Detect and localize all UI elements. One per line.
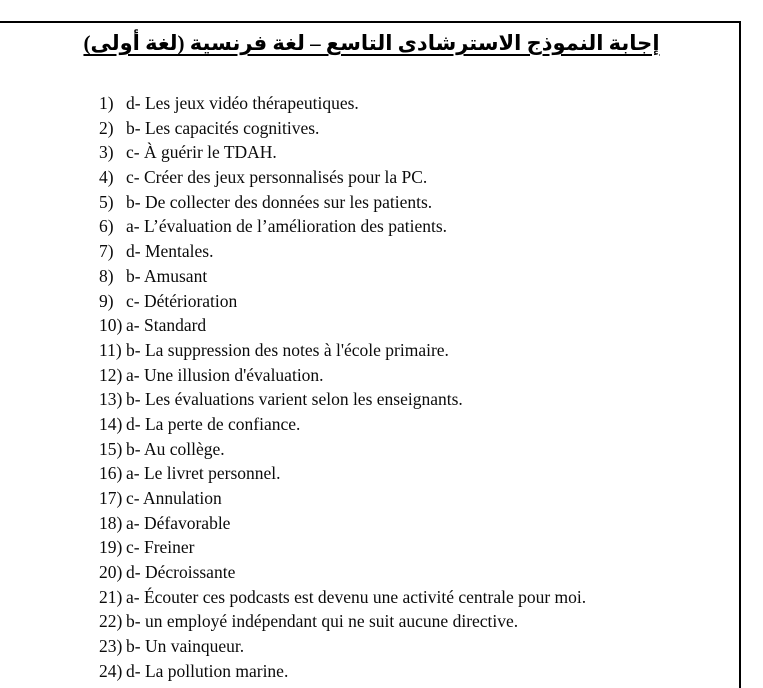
- answer-text: b- Les capacités cognitives.: [126, 117, 320, 138]
- answer-row: [99, 289, 719, 314]
- answer-text: c- À guérir le TDAH.: [126, 142, 277, 163]
- answer-row: [99, 116, 719, 141]
- answer-row: [99, 634, 719, 659]
- answer-row: [99, 313, 719, 338]
- answer-number: 15): [99, 438, 123, 459]
- answer-number: 5): [99, 191, 114, 212]
- answer-text: a- L’évaluation de l’amélioration des patients.: [126, 216, 448, 237]
- answer-number: 19): [99, 537, 123, 558]
- answer-number: 18): [99, 512, 123, 533]
- answer-row: [99, 609, 719, 634]
- answer-text: c- Créer des jeux personnalisés pour la PC.: [126, 167, 428, 188]
- answer-row: [99, 461, 719, 486]
- answer-number: 6): [99, 216, 114, 237]
- answer-number: 7): [99, 241, 114, 262]
- answer-text: c- Freiner: [126, 537, 195, 558]
- answer-text: d- Décroissante: [126, 562, 236, 583]
- answer-number: 4): [99, 167, 114, 188]
- answer-text: d- La pollution marine.: [126, 660, 289, 681]
- answer-number: 10): [99, 315, 123, 336]
- answer-row: [99, 387, 719, 412]
- answer-number: 20): [99, 562, 123, 583]
- answer-text: b- De collecter des données sur les patients.: [126, 191, 433, 212]
- answer-text: b- Un vainqueur.: [126, 636, 245, 657]
- page-title: إجابة النموذج الاسترشادى التاسع – لغة فرنسية (لغة أولى): [83, 31, 660, 55]
- answer-number: 8): [99, 265, 114, 286]
- answer-number: 11): [99, 339, 122, 360]
- answer-row: [99, 190, 719, 215]
- answer-text: d- La perte de confiance.: [126, 413, 301, 434]
- answer-number: 12): [99, 364, 123, 385]
- answer-text: a- Écouter ces podcasts est devenu une activité centrale pour moi.: [126, 586, 587, 607]
- answer-number: 17): [99, 488, 123, 508]
- answer-row: [99, 214, 719, 239]
- answer-row: [99, 412, 719, 437]
- answer-row: [99, 165, 719, 190]
- answer-row: [99, 363, 719, 388]
- answer-row: [99, 140, 719, 165]
- answer-number: 3): [99, 142, 114, 163]
- answer-number: 1): [99, 93, 114, 113]
- answer-text: b- Amusant: [126, 265, 208, 286]
- answer-number: 16): [99, 463, 123, 484]
- answer-text: a- Une illusion d'évaluation.: [126, 364, 324, 385]
- answer-text: b- La suppression des notes à l'école primaire.: [126, 339, 449, 360]
- answer-number: 21): [99, 586, 123, 607]
- answer-number: 23): [99, 636, 123, 657]
- answer-row: [99, 659, 719, 684]
- answer-number: 13): [99, 389, 123, 410]
- answer-text: c- Détérioration: [126, 290, 238, 311]
- answer-text: d- Les jeux vidéo thérapeutiques.: [126, 93, 359, 113]
- answer-number: 9): [99, 290, 114, 311]
- answer-row: [99, 437, 719, 462]
- answer-row: [99, 91, 719, 116]
- answer-list: [99, 91, 719, 684]
- answer-text: a- Le livret personnel.: [126, 463, 281, 484]
- answer-number: 22): [99, 611, 123, 632]
- answer-text: b- un employé indépendant qui ne suit aucune directive.: [126, 611, 519, 632]
- answer-number: 2): [99, 117, 114, 138]
- answer-row: [99, 239, 719, 264]
- answer-number: 24): [99, 660, 123, 681]
- answer-number: 14): [99, 413, 123, 434]
- answer-text: c- Annulation: [126, 488, 222, 508]
- answer-text: d- Mentales.: [126, 241, 214, 262]
- answer-row: [99, 511, 719, 536]
- answer-text: a- Défavorable: [126, 512, 231, 533]
- answer-row: [99, 585, 719, 610]
- answer-text: b- Les évaluations varient selon les enseignants.: [126, 389, 463, 410]
- answer-row: [99, 486, 719, 511]
- answer-row: [99, 338, 719, 363]
- answer-text: a- Standard: [126, 315, 207, 336]
- answer-row: [99, 535, 719, 560]
- answer-text: b- Au collège.: [126, 438, 225, 459]
- answer-row: [99, 264, 719, 289]
- answer-row: [99, 560, 719, 585]
